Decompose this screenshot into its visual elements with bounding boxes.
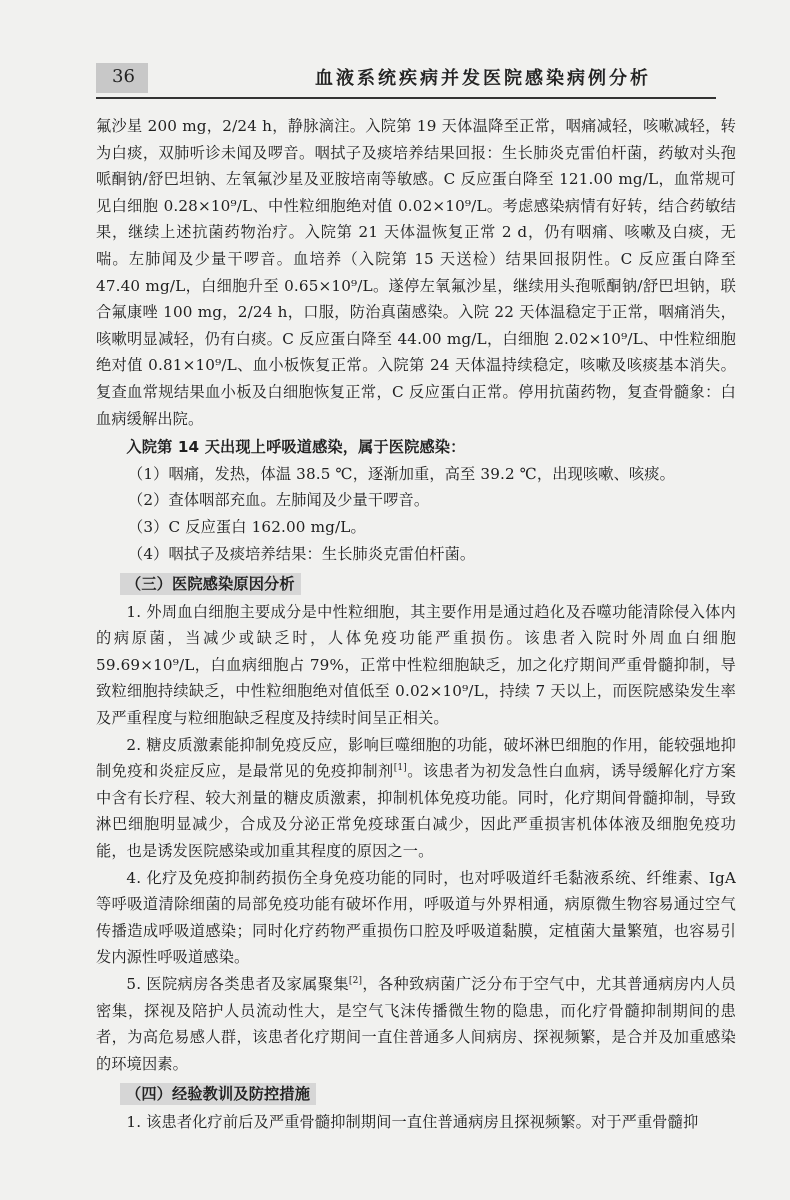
citation-ref: [1]: [393, 763, 407, 774]
section-heading-3-text: （三）医院感染原因分析: [120, 573, 301, 595]
page-body: [96, 113, 736, 1136]
running-title: 血液系统疾病并发医院感染病例分析: [315, 68, 651, 89]
paragraph-text: ，各种致病菌广泛分布于空气中，尤其普通病房内人员密集，探视及陪护人员流动性大，是空气飞沫传播微生物的隐患，而化疗骨髓抑制期间的患者，为高危易感人群，该患者化疗期间一直住普通多人间病房、探视频繁，是合并及加重感染的环境因素。: [96, 975, 736, 1073]
case-paragraph: 氟沙星 200 mg，2/24 h，静脉滴注。入院第 19 天体温降至正常，咽痛减轻，咳嗽减轻，转为白痰，双肺听诊未闻及啰音。咽拭子及痰培养结果回报：生长肺炎克雷伯杆菌，药敏对头孢哌酮钠/舒巴坦钠、左氧氟沙星及亚胺培南等敏感。C 反应蛋白降至 121.00 mg/L，血常规可见白细胞 0.28×10⁹/L、中性粒细胞绝对值 0.02×10⁹/L。考虑感染病情有好转，结合药敏结果，继续上述抗菌药物治疗。入院第 21 天体温恢复正常 2 d，仍有咽痛、咳嗽及白痰，无喘。左肺闻及少量干啰音。血培养（入院第 15 天送检）结果回报阴性。C 反应蛋白降至 47.40 mg/L，白细胞升至 0.65×10⁹/L。遂停左氧氟沙星，继续用头孢哌酮钠/舒巴坦钠，联合氟康唑 100 mg，2/24 h，口服，防治真菌感染。入院 22 天体温稳定于正常，咽痛消失，咳嗽明显减轻，仍有白痰。C 反应蛋白降至 44.00 mg/L，白细胞 2.02×10⁹/L、中性粒细胞绝对值 0.81×10⁹/L、血小板恢复正常。入院第 24 天体温持续稳定，咳嗽及咳痰基本消失。复查血常规结果血小板及白细胞恢复正常，C 反应蛋白正常。停用抗菌药物，复查骨髓象：白血病缓解出院。: [96, 117, 736, 428]
paragraph: 1. 外周血白细胞主要成分是中性粒细胞，其主要作用是通过趋化及吞噬功能清除侵入体内的病原菌，当减少或缺乏时，人体免疫功能严重损伤。该患者入院时外周血白细胞 59.69×10⁹/L，白血病细胞占 79%，正常中性粒细胞缺乏，加之化疗期间严重骨髓抑制，导致粒细胞持续缺乏，中性粒细胞绝对值低至 0.02×10⁹/L，持续 7 天以上，而医院感染发生率及严重程度与粒细胞缺乏程度及持续时间呈正相关。: [96, 602, 736, 728]
paragraph-text: 。该患者为初发急性白血病，诱导缓解化疗方案中含有长疗程、较大剂量的糖皮质激素，抑制机体免疫功能。同时，化疗期间骨髓抑制，导致淋巴细胞明显减少，合成及分泌正常免疫球蛋白减少，因此严重损害机体体液及细胞免疫功能，也是诱发医院感染或加重其程度的原因之一。: [96, 762, 736, 861]
list-item: （2）查体咽部充血。左肺闻及少量干啰音。: [128, 491, 430, 510]
paragraph: 4. 化疗及免疫抑制药损伤全身免疫功能的同时，也对呼吸道纤毛黏液系统、纤维素、IgA 等呼吸道清除细菌的局部免疫功能有破坏作用，呼吸道与外界相通，病原微生物容易通过空气传播造成呼吸道感染；同时化疗药物严重损伤口腔及呼吸道黏膜，定植菌大量繁殖，也容易引发内源性呼吸道感染。: [96, 868, 736, 967]
section-heading-3: [96, 571, 736, 598]
infection-heading: 入院第 14 天出现上呼吸道感染，属于医院感染：: [126, 438, 466, 457]
page-header: [0, 0, 790, 100]
citation-ref: [2]: [348, 976, 363, 986]
paragraph: [96, 732, 736, 865]
list-item: （1）咽痛，发热，体温 38.5 ℃，逐渐加重，高至 39.2 ℃，出现咳嗽、咳痰。: [128, 464, 675, 483]
page-number: 36: [112, 66, 135, 87]
list-item: （4）咽拭子及痰培养结果：生长肺炎克雷伯杆菌。: [128, 544, 476, 563]
paragraph: 1. 该患者化疗前后及严重骨髓抑制期间一直住普通病房且探视频繁。对于严重骨髓抑: [126, 1112, 699, 1131]
header-rule: [96, 97, 716, 99]
paragraph-text: 5. 医院病房各类患者及家属聚集: [126, 975, 349, 993]
section-heading-4: [96, 1081, 736, 1108]
paragraph: [96, 971, 736, 1077]
section-heading-4-text: （四）经验教训及防控措施: [120, 1083, 316, 1105]
paragraph-text: 2. 糖皮质激素能抑制免疫反应，影响巨噬细胞的功能，破坏淋巴细胞的作用，能较强地抑制免疫和炎症反应，是最常见的免疫抑制剂: [96, 735, 736, 781]
list-item: （3）C 反应蛋白 162.00 mg/L。: [128, 517, 366, 536]
